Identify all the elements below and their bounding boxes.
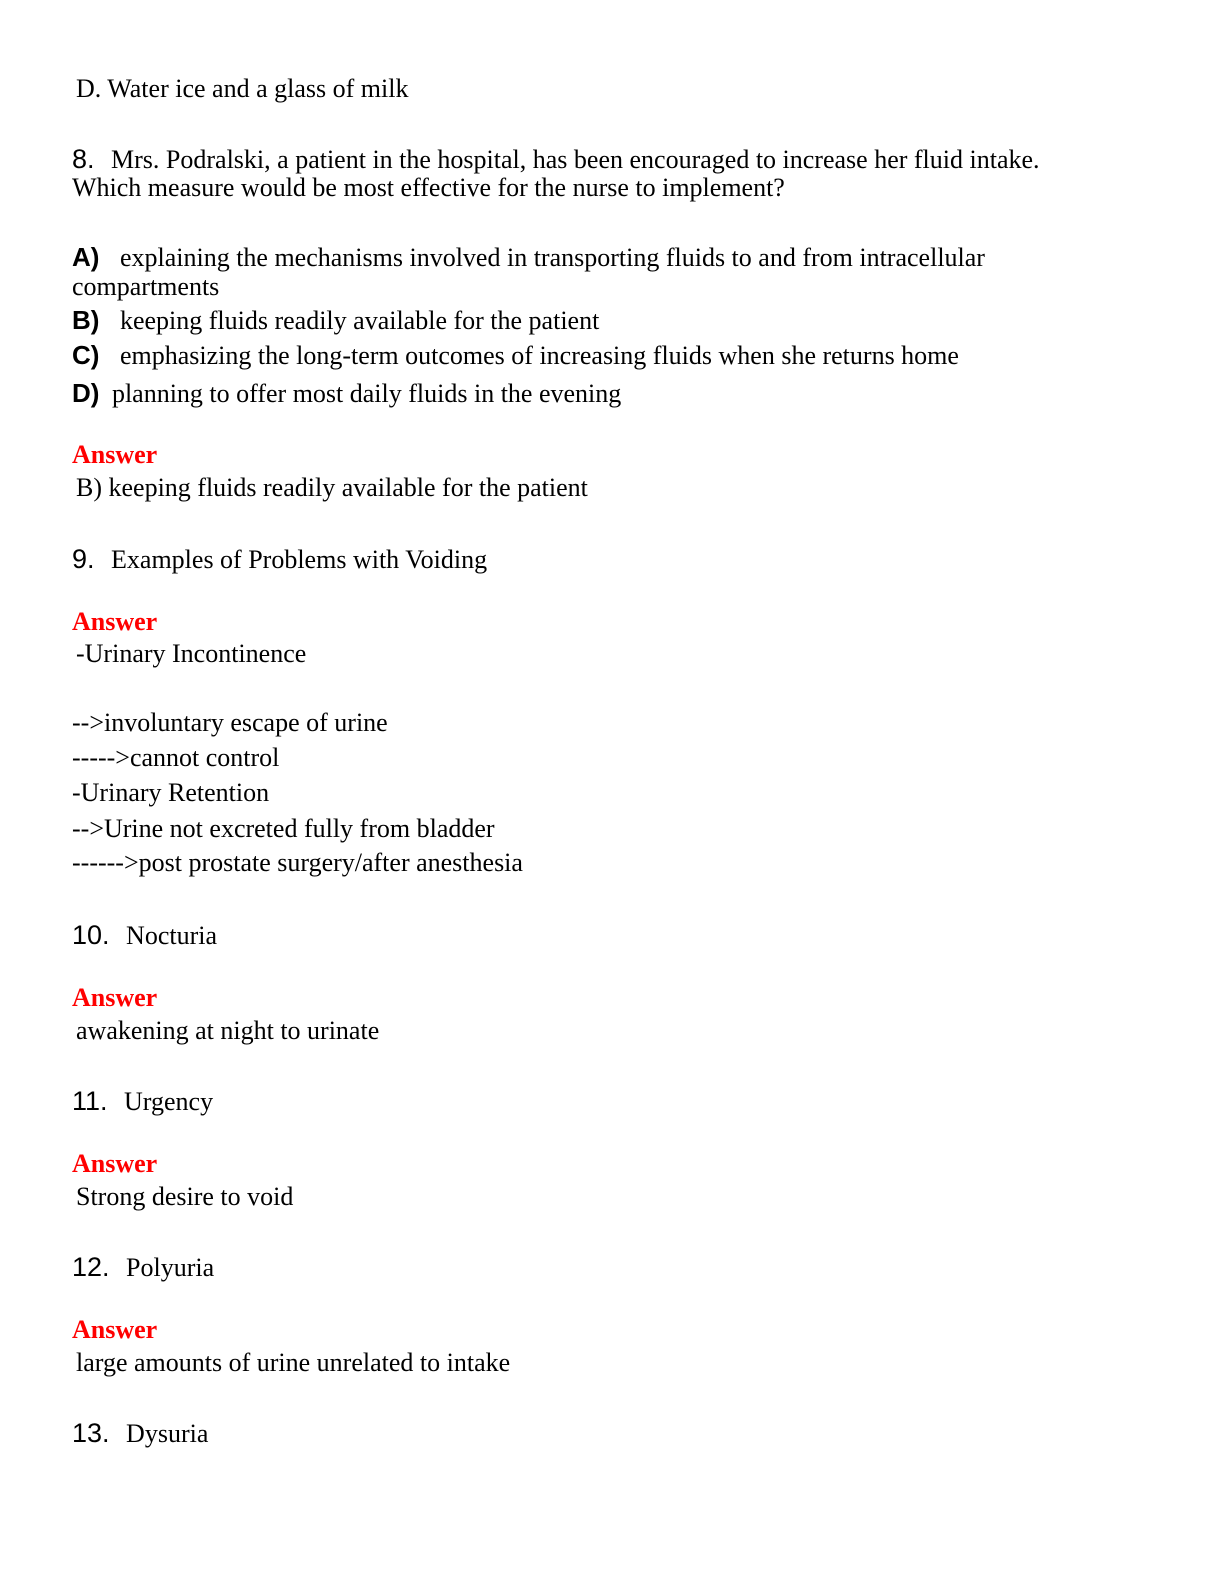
answer-label: Answer (72, 607, 158, 636)
answer-label: Answer (72, 1315, 158, 1344)
option-text: keeping fluids readily available for the patient (119, 306, 600, 335)
option-letter: D) (72, 378, 100, 408)
option-letter: B) (72, 305, 100, 335)
option-a-continued: compartments (72, 272, 220, 301)
answer-label: Answer (72, 440, 158, 469)
question-8-line1 (72, 144, 1040, 175)
option-c (72, 340, 959, 371)
question-8-line2: Which measure would be most effective for the nurse to implement? (72, 173, 785, 202)
option-letter: C) (72, 340, 100, 370)
question-text: Urgency (124, 1087, 214, 1116)
answer-line: ----->cannot control (72, 743, 280, 772)
question-10 (72, 920, 217, 951)
answer-line: -Urinary Incontinence (76, 639, 307, 668)
answer-line: -Urinary Retention (72, 778, 270, 807)
question-11 (72, 1086, 213, 1117)
option-text: emphasizing the long-term outcomes of increasing fluids when she returns home (119, 341, 959, 370)
question-13 (72, 1418, 208, 1449)
answer-text: awakening at night to urinate (76, 1016, 380, 1045)
question-number: 8. (72, 144, 95, 174)
question-text: Polyuria (126, 1253, 215, 1282)
answer-label: Answer (72, 1149, 158, 1178)
question-text: Mrs. Podralski, a patient in the hospital, has been encouraged to increase her fluid intake. (111, 145, 1040, 174)
question-9 (72, 544, 487, 575)
option-text: planning to offer most daily fluids in the evening (111, 379, 622, 408)
question-number: 11. (72, 1086, 108, 1116)
answer-text: large amounts of urine unrelated to intake (76, 1348, 511, 1377)
answer-label: Answer (72, 983, 158, 1012)
option-letter: A) (72, 242, 100, 272)
previous-option-d: D. Water ice and a glass of milk (76, 74, 409, 103)
option-b (72, 305, 599, 336)
question-number: 9. (72, 544, 95, 574)
answer-line: -->Urine not excreted fully from bladder (72, 814, 495, 843)
option-a (72, 242, 985, 273)
question-number: 13. (72, 1418, 110, 1448)
answer-text: B) keeping fluids readily available for the patient (76, 473, 588, 502)
question-12 (72, 1252, 214, 1283)
question-number: 12. (72, 1252, 110, 1282)
question-number: 10. (72, 920, 110, 950)
answer-line: -->involuntary escape of urine (72, 708, 388, 737)
answer-text: Strong desire to void (76, 1182, 294, 1211)
option-text: explaining the mechanisms involved in transporting fluids to and from intracellular (119, 243, 985, 272)
question-text: Examples of Problems with Voiding (111, 545, 488, 574)
answer-line: ------>post prostate surgery/after anesthesia (72, 848, 523, 877)
question-text: Dysuria (126, 1419, 209, 1448)
option-d (72, 378, 621, 409)
question-text: Nocturia (126, 921, 218, 950)
